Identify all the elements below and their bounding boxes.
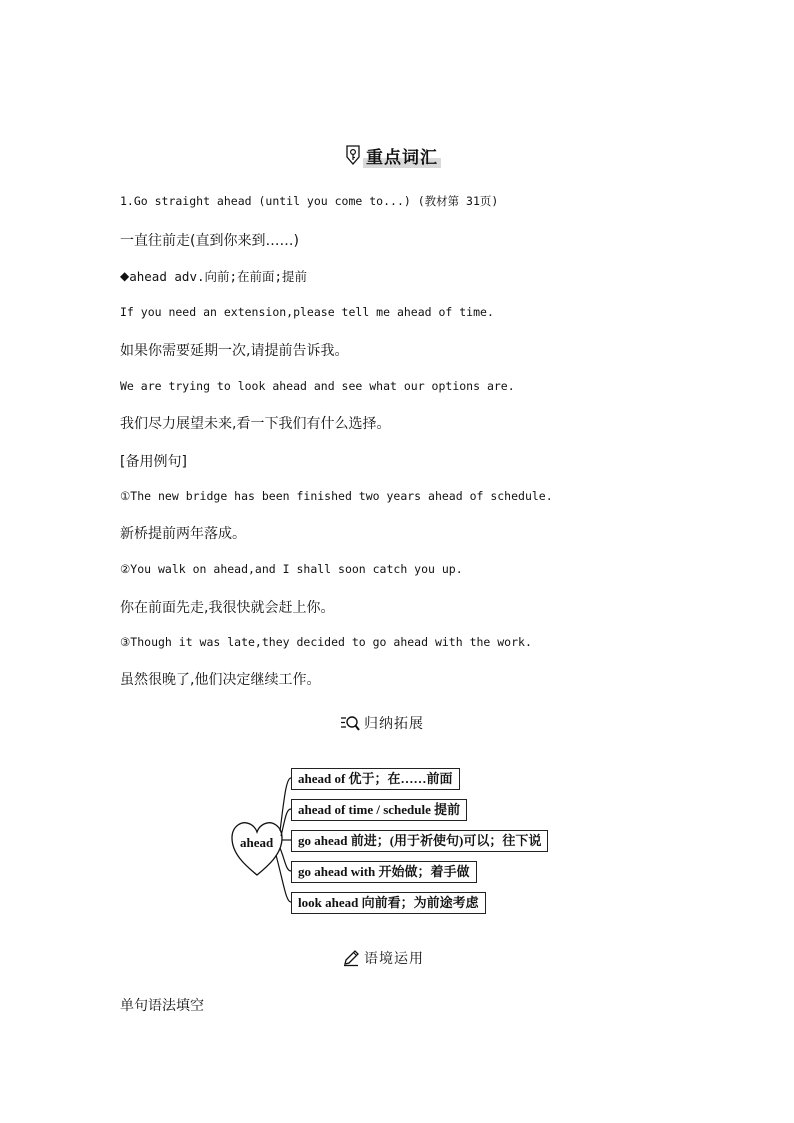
definition-text: ahead adv.向前;在前面;提前	[129, 269, 308, 284]
mindmap-branch: ahead of 优于；在……前面	[291, 768, 460, 790]
exercise-label: 单句语法填空	[120, 998, 204, 1014]
mindmap-branch: go ahead 前进；(用于祈使句)可以；往下说	[291, 830, 548, 852]
context-heading-text: 语境运用	[364, 951, 424, 967]
mindmap-branch: go ahead with 开始做；着手做	[291, 861, 477, 883]
example-en: We are trying to look ahead and see what our options are.	[120, 379, 515, 393]
example-en: If you need an extension,please tell me ahead of time.	[120, 305, 494, 319]
example-cn: 我们尽力展望未来,看一下我们有什么选择。	[120, 416, 391, 432]
backup-example-cn: 虽然很晚了,他们决定继续工作。	[120, 672, 321, 688]
backup-example-cn: 你在前面先走,我很快就会赶上你。	[120, 600, 335, 616]
mindmap-center: ahead	[240, 835, 274, 850]
section-title-text: 重点词汇	[363, 143, 441, 168]
branch-line	[280, 848, 291, 871]
backup-example-en: ③Though it was late,they decided to go ahead with the work.	[120, 635, 532, 649]
context-heading	[342, 948, 424, 968]
branch-line	[280, 778, 291, 831]
backup-label: [备用例句]	[120, 454, 187, 470]
pencil-icon	[342, 949, 360, 967]
backup-example-en: ①The new bridge has been finished two years ahead of schedule.	[120, 489, 553, 503]
diamond-bullet-icon: ◆	[120, 269, 130, 283]
mindmap-branch: ahead of time / schedule 提前	[291, 799, 467, 821]
item-heading: 1.Go straight ahead (until you come to...) (教材第 31页)	[120, 194, 499, 208]
backup-example-cn: 新桥提前两年落成。	[120, 526, 246, 542]
example-cn: 如果你需要延期一次,请提前告诉我。	[120, 343, 349, 359]
backup-example-en: ②You walk on ahead,and I shall soon catch you up.	[120, 562, 463, 576]
branch-line	[276, 855, 291, 902]
summary-heading-text: 归纳拓展	[364, 716, 424, 732]
mindmap-branch: look ahead 向前看；为前途考虑	[291, 892, 486, 914]
item-translation: 一直往前走(直到你来到……)	[120, 233, 299, 249]
